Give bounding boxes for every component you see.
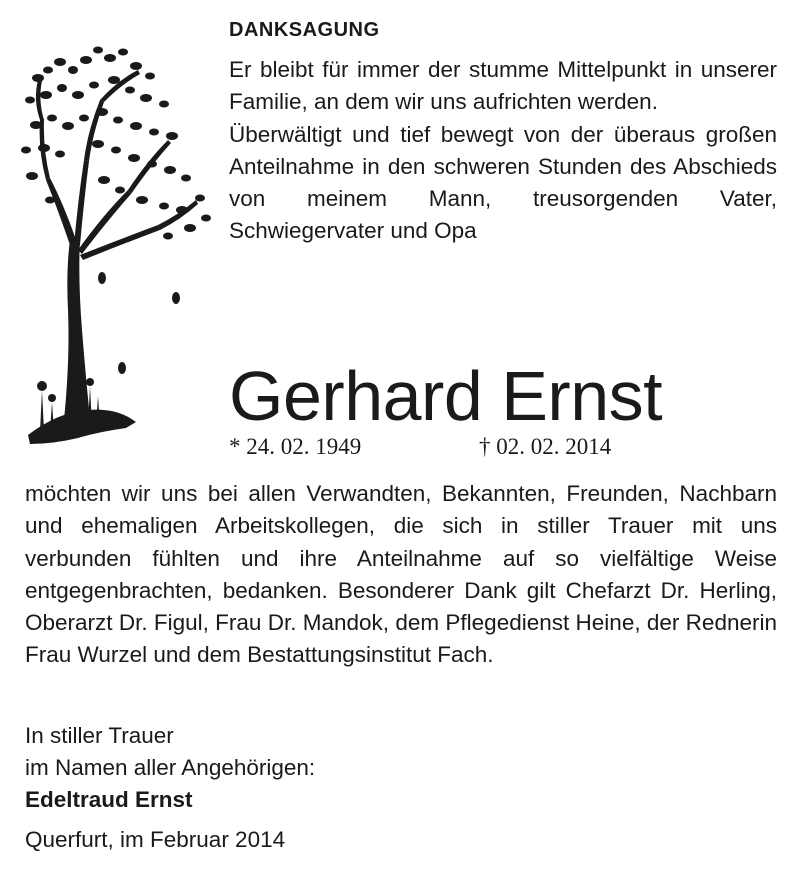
notice-heading: DANKSAGUNG — [229, 19, 380, 41]
signer-name: Edeltraud Ernst — [25, 787, 193, 812]
life-dates — [229, 430, 679, 464]
intro-block — [229, 14, 777, 248]
death-date: † 02. 02. 2014 — [479, 434, 612, 459]
closing-line-mourning: In stiller Trauer — [25, 723, 174, 748]
deceased-name: Gerhard Ernst — [229, 357, 663, 435]
intro-text — [229, 54, 777, 248]
intro-paragraph-2: Überwältigt und tief bewegt von der überaus großen Anteilnahme in den schweren Stunden des Abschieds von meinem Mann, treusorgenden Vater, Schwiegervater und Opa — [229, 121, 777, 244]
tree-illustration-icon — [18, 40, 218, 460]
place-date: Querfurt, im Februar 2014 — [25, 827, 286, 852]
thanks-text: möchten wir uns bei allen Verwandten, Bekannten, Freunden, Nachbarn und ehemaligen Arbeitskollegen, die sich in stiller Trauer mit uns verbunden fühlten und ihre Anteilnahme auf so vielfältige Weise entgegenbrachten, bedanken. Besonderer Dank gilt Chefarzt Dr. Herling, Oberarzt Dr. Figul, Frau Dr. Mandok, dem Pflegedienst Heine, der Rednerin Frau Wurzel und dem Bestattungsinstitut Fach. — [25, 481, 777, 668]
intro-paragraph-1: Er bleibt für immer der stumme Mittelpunkt in unserer Familie, an dem wir uns aufrichten werden. — [229, 57, 777, 115]
closing-line-family: im Namen aller Angehörigen: — [25, 755, 316, 780]
closing-block — [25, 720, 765, 856]
birth-date: * 24. 02. 1949 — [229, 434, 362, 459]
